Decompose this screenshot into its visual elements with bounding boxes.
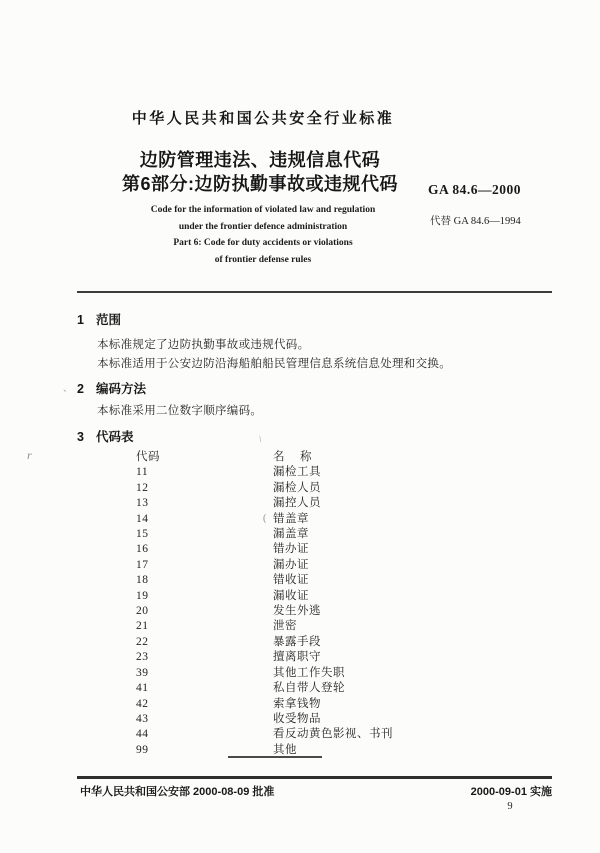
header-divider-rule (77, 291, 552, 293)
document-title-cn (60, 148, 460, 196)
name-cell: 漏办证 (273, 558, 309, 571)
name-cell: 漏控人员 (273, 497, 321, 510)
name-cell: 漏盖章 (273, 528, 309, 541)
code-cell: 21 (136, 620, 149, 633)
table-row (136, 697, 476, 712)
code-table (136, 450, 476, 758)
name-cell: 泄密 (273, 620, 297, 633)
name-column-header: 名 称 (273, 451, 314, 463)
approval-statement: 中华人民共和国公安部 2000-08-09 批准 (80, 786, 275, 798)
name-cell: 漏检人员 (273, 481, 321, 494)
table-row (136, 558, 476, 573)
code-cell: 44 (136, 728, 149, 741)
table-row (136, 650, 476, 665)
code-cell: 41 (136, 682, 149, 695)
name-cell: 收受物品 (273, 712, 321, 725)
name-cell: 漏收证 (273, 589, 309, 602)
code-cell: 39 (136, 666, 149, 679)
section-2-heading (77, 379, 146, 397)
name-cell: 其他工作失职 (273, 666, 345, 679)
document-title-en-line4: of frontier defense rules (214, 254, 312, 265)
section-2-title: 编码方法 (96, 382, 147, 396)
implementation-date: 2000-09-01 实施 (470, 786, 552, 798)
table-row (136, 727, 476, 742)
document-title-en-line1: Code for the information of violated law and regulation (150, 205, 376, 215)
table-row (136, 481, 476, 496)
name-cell: 暴露手段 (273, 635, 321, 648)
name-cell: 索拿钱物 (273, 697, 321, 710)
name-cell: 看反动黄色影视、书刊 (273, 728, 393, 741)
standard-category-label: 中华人民共和国公共安全行业标准 (131, 110, 395, 127)
code-cell: 13 (136, 497, 149, 510)
name-cell: 私自带人登轮 (273, 682, 345, 695)
code-cell: 11 (136, 466, 149, 479)
scan-artifact-2: r (27, 448, 32, 462)
section-1-paragraph-2: 本标准适用于公安边防沿海船舶船民管理信息系统信息处理和交换。 (97, 358, 451, 370)
section-2-number: 2 (77, 382, 84, 396)
section-3-heading (77, 427, 134, 445)
page-number: 9 (507, 801, 513, 812)
document-title-en (77, 202, 449, 268)
table-row (136, 604, 476, 619)
document-title-en-line3: Part 6: Code for duty accidents or violations (173, 238, 353, 248)
scan-artifact-3: ( (263, 513, 267, 524)
code-cell: 15 (136, 528, 149, 541)
name-cell: 其他 (273, 743, 297, 756)
document-title-cn-line2: 第6部分:边防执勤事故或违规代码 (121, 174, 398, 194)
replaces-note: 代替 GA 84.6—1994 (430, 216, 521, 227)
table-row (136, 512, 476, 527)
code-cell: 99 (136, 743, 149, 756)
standard-number: GA 84.6—2000 (428, 182, 522, 197)
name-cell: 发生外逃 (273, 605, 321, 618)
name-cell: 漏检工具 (273, 466, 321, 479)
table-row (136, 589, 476, 604)
table-row (136, 496, 476, 511)
section-1-title: 范围 (96, 313, 122, 327)
code-table-header-row (136, 450, 476, 465)
code-cell: 19 (136, 589, 149, 602)
scan-artifact-1: 、 (63, 383, 73, 393)
name-cell: 错办证 (273, 543, 309, 556)
footer-divider-rule (77, 776, 552, 779)
name-cell: 错盖章 (273, 512, 309, 525)
code-cell: 22 (136, 635, 149, 648)
code-cell: 18 (136, 574, 149, 587)
table-row (136, 712, 476, 727)
table-row (136, 465, 476, 480)
name-cell: 错收证 (273, 574, 309, 587)
table-row (136, 635, 476, 650)
code-cell: 43 (136, 712, 149, 725)
code-table-rows (136, 465, 476, 758)
table-end-line (228, 756, 322, 758)
section-1-paragraph-1: 本标准规定了边防执勤事故或违规代码。 (97, 339, 310, 351)
table-row (136, 573, 476, 588)
table-row (136, 681, 476, 696)
table-row (136, 542, 476, 557)
name-cell: 擅离职守 (273, 651, 321, 664)
table-row (136, 527, 476, 542)
code-cell: 17 (136, 558, 149, 571)
code-cell: 14 (136, 512, 149, 525)
section-3-number: 3 (77, 430, 84, 444)
table-row (136, 619, 476, 634)
code-cell: 23 (136, 651, 149, 664)
document-title-en-line2: under the frontier defence administration (178, 221, 348, 232)
document-title-cn-line1: 边防管理违法、违规信息代码 (139, 150, 381, 170)
section-3-title: 代码表 (96, 430, 134, 444)
code-column-header: 代码 (136, 451, 160, 463)
code-cell: 20 (136, 605, 149, 618)
code-cell: 16 (136, 543, 149, 556)
code-cell: 42 (136, 697, 149, 710)
scan-artifact-4: \ (257, 433, 263, 445)
code-cell: 12 (136, 481, 149, 494)
section-2-paragraph-1: 本标准采用二位数字顺序编码。 (97, 405, 263, 417)
section-1-heading (77, 310, 121, 328)
table-row (136, 666, 476, 681)
section-1-number: 1 (77, 313, 84, 327)
